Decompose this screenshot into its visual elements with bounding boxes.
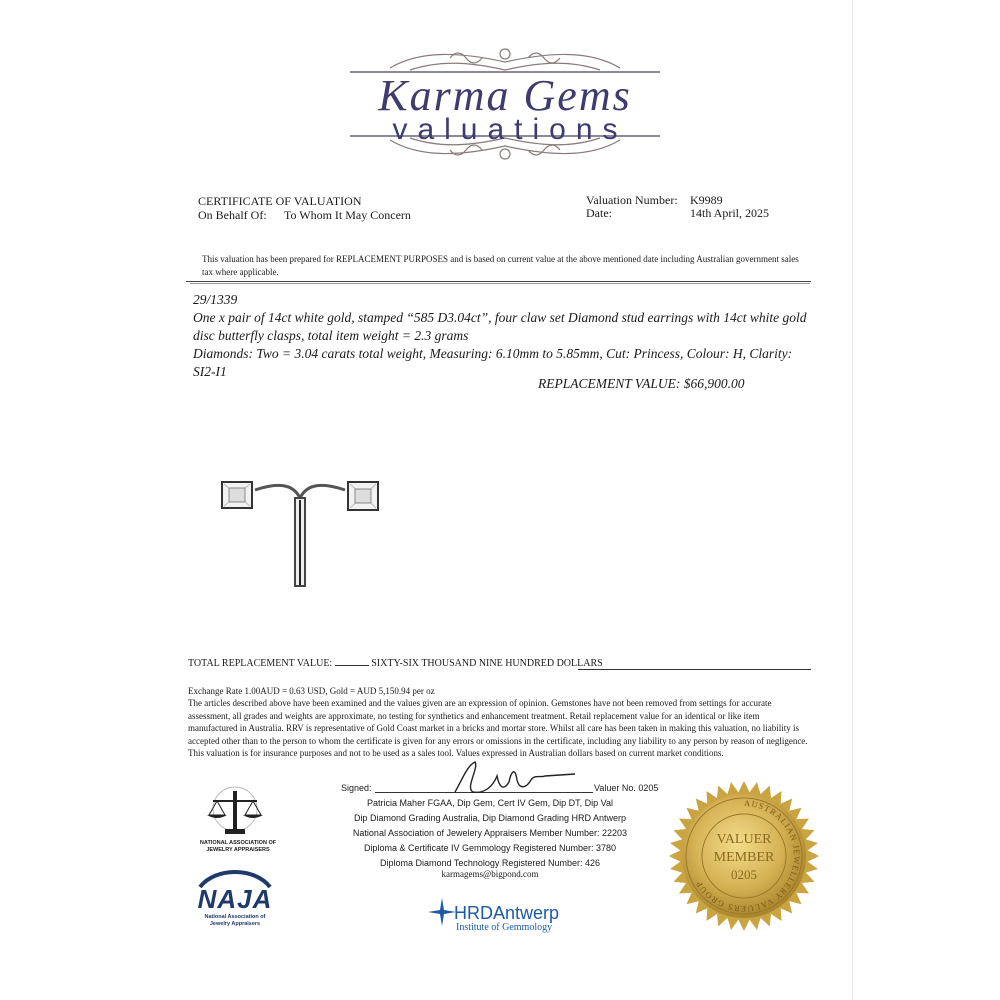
qualifications-block [300, 796, 680, 871]
hrd-star-icon [428, 898, 456, 926]
naja-subtitle-line: Jewelry Appraisers [209, 921, 261, 927]
seal-ring-text: AUSTRALIAN JEWELLERY VALUERS GROUP [693, 797, 803, 915]
gold-seal [668, 780, 820, 932]
brand-script-text: Karma Gems [378, 71, 632, 120]
hrd-logo-text: HRDAntwerp [454, 903, 560, 923]
naja-assoc-text: NATIONAL ASSOCIATION OF JEWELRY APPRAISERS [199, 840, 277, 853]
naja-subtitle-line: National Association of [204, 914, 266, 920]
total-value-words: SIXTY-SIX THOUSAND NINE HUNDRED DOLLARS [371, 658, 603, 669]
earrings-photo [215, 470, 385, 590]
behalf-label: On Behalf Of: [198, 208, 267, 222]
qualification-line: Patricia Maher FGAA, Dip Gem, Cert IV Gem, Dip DT, Dip Val [367, 798, 613, 808]
total-replacement-row [188, 657, 813, 669]
signed-label: Signed: [341, 783, 372, 793]
date-value: 14th April, 2025 [690, 206, 770, 220]
item-description: One x pair of 14ct white gold, stamped “585 D3.04ct”, four claw set Diamond stud earrings with 14ct white gold disc butterfly clasps, total item weight = 2.3 grams [193, 310, 807, 343]
item-reference: 29/1339 [193, 292, 238, 307]
scan-edge [852, 0, 853, 1000]
total-blank [335, 657, 369, 666]
divider [186, 281, 811, 282]
valuation-number: K9989 [690, 193, 723, 207]
date-label: Date: [586, 206, 612, 220]
contact-email: karmagems@bigpond.com [441, 869, 539, 879]
total-underline [578, 669, 811, 670]
qualification-line: Diploma & Certificate IV Gemmology Registered Number: 3780 [363, 843, 617, 853]
valuer-number: Valuer No. 0205 [594, 783, 659, 793]
replacement-value: REPLACEMENT VALUE: $66,900.00 [538, 376, 745, 391]
seal-line-3: 0205 [731, 867, 757, 882]
qualification-line: Diploma Diamond Technology Registered Number: 426 [380, 858, 600, 868]
divider [190, 283, 810, 284]
disclaimer-text: The articles described above have been examined and the values given are an expression of opinion. Gemstones have not been removed from settings for accurate assessment, all grades and weights are approximate, no testing for synthetics and enhancement treatment. Retail replacement value for an identical or like item manufactured in Australia. RRV is representative of Gold Coast market in a bricks and mortar store. Whilst all care has been taken in making this valuation, no liability is accepted other than to the person to whom the certificate is given for any errors or omissions in the certificate, including any liability to any person by reason of negligence. This valuation is for insurance purposes and not to be used as a sales tool. Values expressed in Australian dollars based on current market conditions. [188, 698, 808, 758]
exchange-rate: Exchange Rate 1.00AUD = 0.63 USD, Gold = AUD 5,150.94 per oz [188, 686, 435, 696]
hrd-subtitle: Institute of Gemmology [456, 922, 553, 933]
total-label: TOTAL REPLACEMENT VALUE: [188, 658, 333, 669]
naja-subtitle [195, 914, 275, 928]
seal-line-1: VALUER [716, 832, 772, 847]
naja-logo-text: NAJA [197, 884, 273, 914]
certificate-title: CERTIFICATE OF VALUATION [198, 194, 362, 208]
diamond-details: Diamonds: Two = 3.04 carats total weight, Measuring: 6.10mm to 5.85mm, Cut: Princess, Colour: H, Clarity: SI2-I1 [193, 346, 793, 379]
qualification-line: Dip Diamond Grading Australia, Dip Diamond Grading HRD Antwerp [353, 813, 627, 823]
handwritten-signature [445, 758, 585, 798]
valuation-number-label: Valuation Number: [586, 193, 678, 207]
purpose-note: This valuation has been prepared for REPLACEMENT PURPOSES and is based on current value at the above mentioned date including Australian government sales tax where applicable. [202, 254, 799, 277]
seal-line-2: MEMBER [713, 850, 775, 865]
scales-logo-icon [205, 785, 265, 840]
behalf-value: To Whom It May Concern [284, 208, 411, 222]
qualification-line: National Association of Jewelery Appraisers Member Number: 22203 [352, 828, 628, 838]
brand-subtitle: valuations [392, 113, 628, 146]
